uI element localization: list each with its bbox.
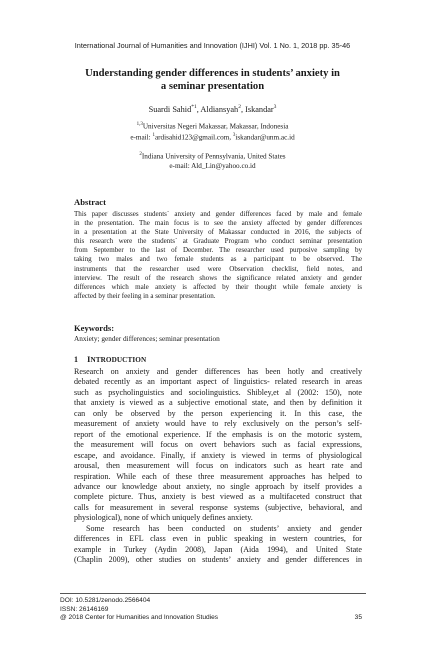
abstract-line: instruments that the researcher used were Observation checklist, field notes, and — [74, 264, 362, 273]
author-2: , Aldiansyah — [196, 104, 239, 114]
keywords-heading: Keywords: — [74, 323, 115, 333]
abstract-heading: Abstract — [74, 197, 106, 207]
abstract-line: in a presentation at the State University of Makassar conducted in 2016, the subjects of — [74, 228, 362, 237]
page-footer — [60, 597, 366, 623]
author-1: Suardi Sahid — [148, 104, 192, 114]
text-line: debated recently as an important aspect of linguistics- related research in areas — [74, 377, 362, 387]
abstract-line: this research were the students´ at Graduate Program who conduct seminar presentation — [74, 237, 362, 246]
email-3-link[interactable]: iskandar@unm.ac.id — [235, 133, 295, 142]
paragraph-2 — [74, 524, 362, 566]
abstract-line: from September to the last of December. The researcher used purposive sampling by — [74, 246, 362, 255]
abstract-line: affected by their feeling in a seminar presentation. — [74, 291, 216, 300]
text-line: respiration. While each of these three measurement approaches has helped to — [74, 471, 362, 481]
issn: ISSN: 26146169 — [60, 605, 109, 613]
paper-title — [62, 67, 363, 93]
affiliation-1-email — [0, 131, 425, 142]
abstract-line: This paper discusses students´ anxiety and gender differences faced by male and female — [74, 210, 362, 218]
abstract-body — [74, 210, 362, 301]
title-line-1: Understanding gender differences in students’ anxiety in — [85, 68, 340, 79]
text-line: complete picture. Thus, anxiety is best viewed as a multifaceted construct that — [74, 492, 362, 502]
email-3-sup: 3 — [232, 133, 236, 139]
journal-header: International Journal of Humanities and Innovation (IJHI) Vol. 1 No. 1, 2018 pp. 35-46 — [74, 41, 351, 50]
abstract-line: in the presentation. The main focus is to see the anxiety affected by gender differences — [74, 219, 362, 228]
text-line: example in Turkey (Aydin 2008), Japan (Aida 1994), and United State — [74, 544, 362, 554]
doi[interactable]: DOI: 10.5281/zenodo.2566404 — [60, 597, 151, 604]
text-line: report of the emotional experience. If the emphasis is on the motoric system, — [74, 429, 362, 439]
affiliation-2-name: Indiana University of Pennsylvania, United States — [141, 152, 286, 161]
author-list — [0, 104, 425, 114]
affiliation-2 — [0, 150, 425, 171]
text-line: arousal, then measurement will focus on indicators such as heart rate and — [74, 461, 362, 471]
affiliation-2-email[interactable]: e-mail: Ald_Lin@yahoo.co.id — [169, 162, 256, 171]
text-line: calls for measurement in several response systems (subjective, behavioral, and — [74, 502, 362, 512]
copyright: @ 2018 Center for Humanities and Innovation Studies — [60, 614, 219, 622]
affiliation-1 — [0, 120, 425, 143]
title-line-2: a seminar presentation — [160, 81, 265, 92]
heading-rest: NTRODUCTION — [90, 356, 147, 364]
text-line: escape, and avoidance. Finally, if anxiety is viewed in terms of physiological — [74, 450, 362, 460]
text-line: such as psycholinguistics and sociolinguistics. Shibley,et al (2002: 150), note — [74, 387, 362, 397]
text-line: advance our knowledge about anxiety, no single approach by itself provides a — [74, 481, 362, 491]
text-line: measurement of anxiety would have to rely exclusively on the person’s self- — [74, 419, 362, 429]
text-line: differences in EFL class even in public speaking in western countries, for — [74, 534, 362, 544]
section-number: 1 — [74, 355, 78, 364]
heading-initial: I — [87, 354, 91, 364]
abstract-line: interview. The result of the research shows the significance related anxiety and gender — [74, 273, 362, 282]
affiliation-1-institution — [0, 120, 425, 131]
text-line: can only be observed by the person experiencing it. In this case, the — [74, 408, 362, 418]
introduction-body — [74, 367, 362, 566]
author-3: , Iskandar — [240, 104, 274, 114]
affiliation-1-sup: 1,3 — [136, 122, 143, 127]
affiliation-2-sup: 2 — [139, 152, 142, 157]
text-line: Some research has been conducted on students’ anxiety and gender — [86, 523, 362, 533]
email-1-link[interactable]: ardisahid123@gmail.com, — [154, 133, 233, 142]
affiliation-1-name: Universitas Negeri Makassar, Makassar, Indonesia — [142, 122, 289, 131]
email-prefix: e-mail: — [130, 133, 153, 142]
page-number: 35 — [354, 614, 362, 621]
introduction-heading — [74, 354, 146, 364]
abstract-line: differences which male anxiety is affected by their thought while female anxiety is — [74, 282, 362, 291]
text-line: (Chaplin 2009), other studies on students’ anxiety and gender differences in — [74, 555, 362, 565]
affiliation-2-institution — [0, 150, 425, 161]
paragraph-1 — [74, 367, 362, 524]
author-1-sup: *1 — [191, 104, 197, 110]
text-line: physiological), none of which uniquely defines anxiety. — [74, 513, 253, 523]
email-1-sup: 1 — [152, 133, 155, 139]
abstract-line: taking two males and two female students as a participant to be observed. The — [74, 255, 362, 264]
keywords-text: Anxiety; gender differences; seminar presentation — [74, 334, 220, 343]
text-line: that anxiety is viewed as a subjective emotional state, and then by definition it — [74, 398, 362, 408]
author-3-sup: 3 — [273, 104, 277, 110]
author-2-sup: 2 — [238, 104, 241, 110]
footer-divider — [60, 593, 366, 594]
text-line: the measurement will focus on overt behaviors such as facial expressions, — [74, 440, 362, 450]
text-line: Research on anxiety and gender differences has been hotly and creatively — [74, 367, 362, 376]
